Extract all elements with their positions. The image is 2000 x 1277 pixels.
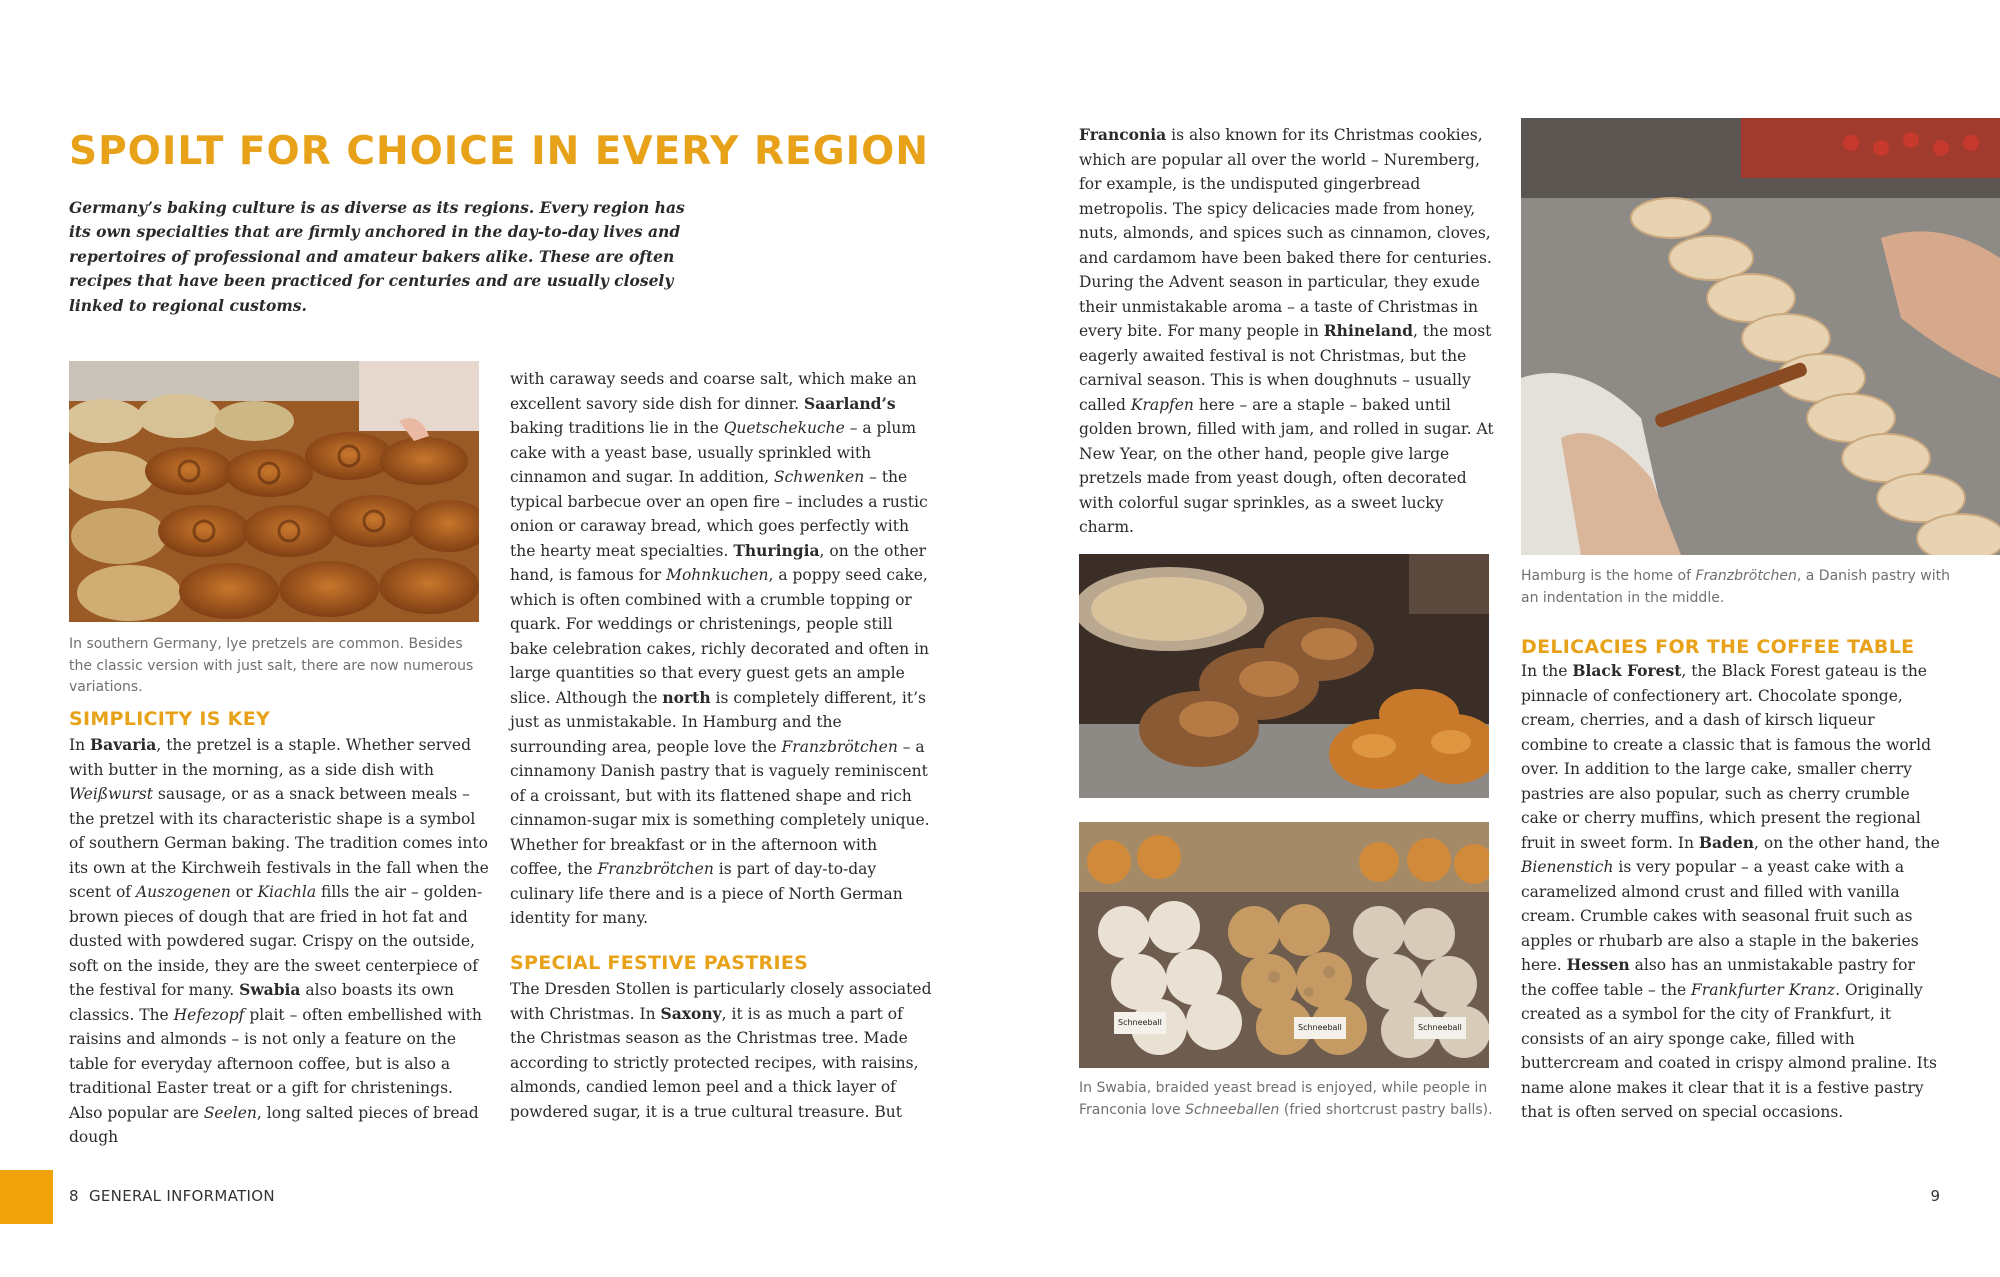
heading-coffee: DELICACIES FOR THE COFFEE TABLE bbox=[1521, 636, 1915, 658]
franzbroetchen-caption bbox=[1521, 566, 1961, 609]
franzbroetchen-caption-em: Franzbrötchen bbox=[1695, 568, 1797, 584]
column-3-text: Franconia is also known for its Christmas cookies, which are popular all over the world – Nuremberg, for example, is the undisputed gingerbread metropolis. The spicy delicacies made from honey, nuts, almonds, and spices such as cinnamon, cloves, and cardamom have been baked there for centuries. During the Advent season in particular, they exude their unmistakable aroma – a taste of Christmas in every bite. For many people in Rhineland, the most eagerly awaited festival is not Christmas, but the carnival season. This is when doughnuts – usually called Krapfen here – are a staple – baked until golden brown, filled with jam, and rolled in sugar. At New Year, on the other hand, people give large pretzels made from yeast dough, often decorated with colorful sugar sprinkles, as a sweet lucky charm. bbox=[1079, 125, 1494, 536]
swabia-caption-em: Schneeballen bbox=[1185, 1101, 1280, 1118]
column-2-festive-text: The Dresden Stollen is particularly closely associated with Christmas. In Saxony, it is as much a part of the Christmas season as the Christmas tree. Made according to strictly protected recipes, with raisins, almonds, candied lemon peel and a thick layer of powdered sugar, it is a true cultural treasure. But bbox=[510, 980, 932, 1121]
pretzels-photo bbox=[69, 361, 479, 622]
price-tag-label-3: Schneeball bbox=[1418, 1023, 1462, 1032]
footer-section-label: GENERAL INFORMATION bbox=[88, 1187, 275, 1205]
footer-accent-block bbox=[0, 1170, 53, 1224]
braided-bread-photo bbox=[1079, 554, 1489, 798]
page-title: SPOILT FOR CHOICE IN EVERY REGION bbox=[69, 129, 929, 174]
column-2-text: with caraway seeds and coarse salt, which make an excellent savory side dish for dinner. Saarland’s baking traditions lie in the Quetschekuche – a plum cake with a yeast base, usually sprinkled with cinnamon and sugar. In addition, Schwenken – the typical barbecue over an open fire – includes a rustic onion or caraway bread, which goes perfectly with the hearty meat specialties. Thuringia, on the other hand, is famous for Mohnkuchen, a poppy seed cake, which is often combined with a crumble topping or quark. For weddings or christenings, people still bake celebration cakes, richly decorated and often in large quantities so that every guest gets an ample slice. Although the north is completely different, it’s just as unmistakable. In Hamburg and the surrounding area, people love the Franzbrötchen – a cinnamony Danish pastry that is vaguely reminiscent of a croissant, but with its flattened shape and rich cinnamon-sugar mix is something completely unique. Whether for breakfast or in the afternoon with coffee, the Franzbrötchen is part of day-to-day culinary life there and is a piece of North German identity for many. bbox=[510, 370, 930, 927]
swabia-caption bbox=[1079, 1078, 1499, 1121]
franzbroetchen-caption-prefix: Hamburg is the home of bbox=[1521, 568, 1696, 584]
page-number-right: 9 bbox=[1930, 1187, 1940, 1205]
footer-left bbox=[69, 1187, 275, 1205]
swabia-caption-suffix: (fried shortcrust pastry balls). bbox=[1279, 1101, 1493, 1118]
price-tag-label-1: Schneeball bbox=[1118, 1018, 1162, 1027]
franzbroetchen-caption-suffix: , a Danish pastry with an indentation in the middle. bbox=[1521, 568, 1950, 606]
schneeballen-photo bbox=[1079, 822, 1489, 1068]
column-1-text: In Bavaria, the pretzel is a staple. Whether served with butter in the morning, as a side dish with Weißwurst sausage, or as a snack between meals – the pretzel with its characteristic shape is a symbol of southern German baking. The tradition comes into its own at the Kirchweih festivals in the fall when the scent of Auszogenen or Kiachla fills the air – golden-brown pieces of dough that are fried in hot fat and dusted with powdered sugar. Crispy on the outside, soft on the inside, they are the sweet centerpiece of the festival for many. Swabia also boasts its own classics. The Hefezopf plait – often embellished with raisins and almonds – is not only a feature on the table for everyday afternoon coffee, but is also a traditional Easter treat or a gift for christenings. Also popular are Seelen, long salted pieces of bread dough bbox=[69, 735, 489, 1146]
column-4-text: In the Black Forest, the Black Forest gateau is the pinnacle of confectionery art. Chocolate sponge, cream, cherries, and a dash of kirsch liqueur combine to create a classic that is famous the world over. In addition to the large cake, smaller cherry pastries are also popular, such as cherry crumble cake or cherry muffins, which present the regional fruit in sweet form. In Baden, on the other hand, the Bienenstich is very popular – a yeast cake with a caramelized almond crust and filled with vanilla cream. Crumble cakes with seasonal fruit such as apples or rhubarb are also a staple in the bakeries here. Hessen also has an unmistakable pastry for the coffee table – the Frankfurter Kranz. Originally created as a symbol for the city of Frankfurt, it consists of an airy sponge cake, filled with buttercream and coated in crispy almond praline. Its name alone makes it clear that it is a festive pastry that is often served on special occasions. bbox=[1521, 661, 1940, 1121]
pretzels-caption: In southern Germany, lye pretzels are common. Besides the classic version with just salt, there are now numerous variations. bbox=[69, 636, 474, 695]
heading-simplicity: SIMPLICITY IS KEY bbox=[69, 708, 271, 730]
franzbroetchen-photo bbox=[1521, 118, 2000, 555]
page-number-left: 8 bbox=[69, 1187, 79, 1205]
heading-festive: SPECIAL FESTIVE PASTRIES bbox=[510, 952, 809, 974]
swabia-caption-prefix: In Swabia, braided yeast bread is enjoyed, while people in Franconia love bbox=[1079, 1080, 1488, 1118]
price-tag-label-2: Schneeball bbox=[1298, 1023, 1342, 1032]
intro-paragraph: Germany’s baking culture is as diverse as its regions. Every region has its own specialties that are firmly anchored in the day-to-day lives and repertoires of professional and amateur bakers alike. These are often recipes that have been practiced for centuries and are usually closely linked to regional customs. bbox=[69, 198, 685, 315]
